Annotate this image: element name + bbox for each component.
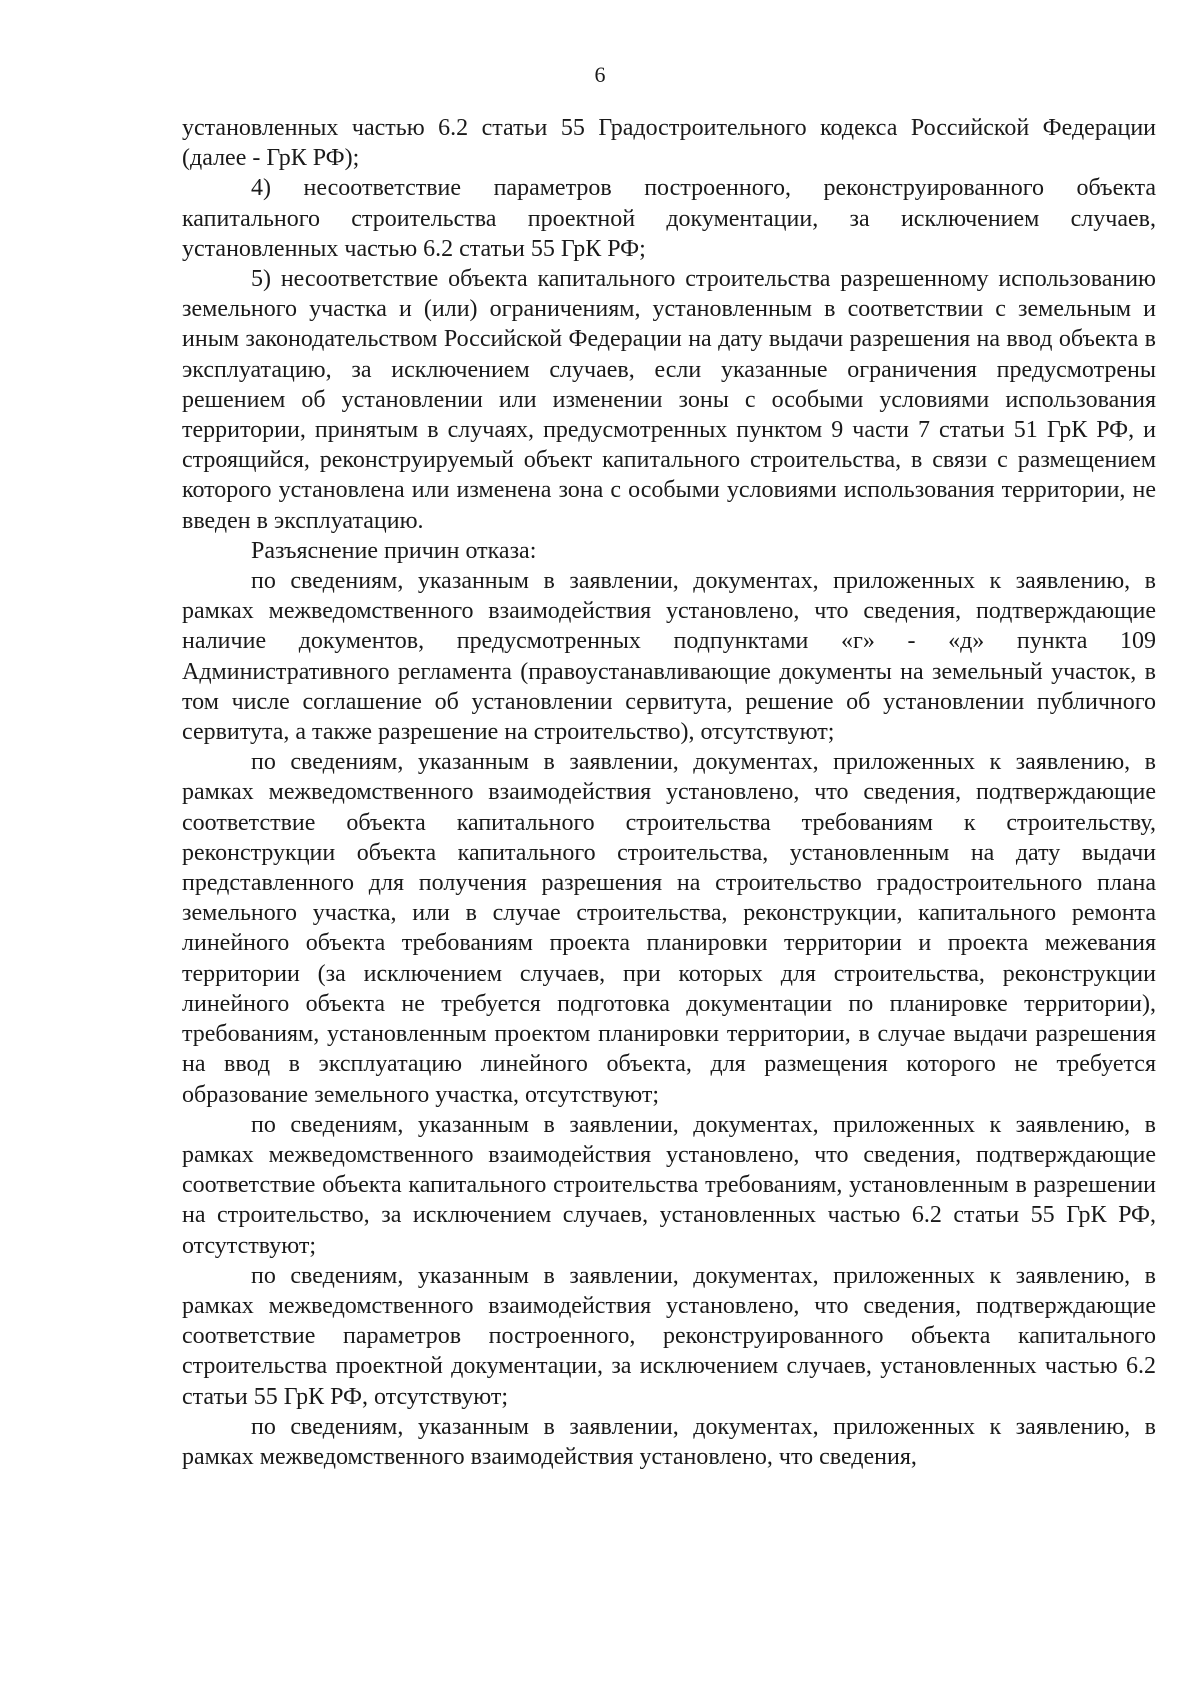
paragraph-heading-refusal-reasons: Разъяснение причин отказа: [251, 537, 537, 564]
paragraph-item-4: 4) несоответствие параметров построенного, реконструированного объекта капитального строительства проектной документации, за исключением случаев, установленных частью 6.2 статьи 55 ГрК РФ; [182, 175, 1156, 262]
paragraph-reason-4: по сведениям, указанным в заявлении, документах, приложенных к заявлению, в рамках межведомственного взаимодействия установлено, что сведения, подтверждающие соответствие параметров построенного, реконструированного объекта капитального строительства проектной документации, за исключением случаев, установленных частью 6.2 статьи 55 ГрК РФ, отсутствуют; [182, 1262, 1156, 1410]
document-body [182, 113, 1156, 1472]
paragraph-reason-5: по сведениям, указанным в заявлении, документах, приложенных к заявлению, в рамках межведомственного взаимодействия установлено, что сведения, [182, 1413, 1156, 1470]
paragraph-reason-1: по сведениям, указанным в заявлении, документах, приложенных к заявлению, в рамках межведомственного взаимодействия установлено, что сведения, подтверждающие наличие документов, предусмотренных подпунктами «г» - «д» пункта 109 Административного регламента (правоустанавливающие документы на земельный участок, в том числе соглашение об установлении сервитута, решение об установлении публичного сервитута, а также разрешение на строительство), отсутствуют; [182, 568, 1156, 746]
paragraph-reason-3: по сведениям, указанным в заявлении, документах, приложенных к заявлению, в рамках межведомственного взаимодействия установлено, что сведения, подтверждающие соответствие объекта капитального строительства требованиям, установленным в разрешении на строительство, за исключением случаев, установленных частью 6.2 статьи 55 ГрК РФ, отсутствуют; [182, 1111, 1156, 1259]
paragraph-reason-2: по сведениям, указанным в заявлении, документах, приложенных к заявлению, в рамках межведомственного взаимодействия установлено, что сведения, подтверждающие соответствие объекта капитального строительства требованиям к строительству, реконструкции объекта капитального строительства, установленным на дату выдачи представленного для получения разрешения на строительство градостроительного плана земельного участка, или в случае строительства, реконструкции, капитального ремонта линейного объекта требованиям проекта планировки территории и проекта межевания территории (за исключением случаев, при которых для строительства, реконструкции линейного объекта не требуется подготовка документации по планировке территории), требованиям, установленным проектом планировки территории, в случае выдачи разрешения на ввод в эксплуатацию линейного объекта, для размещения которого не требуется образование земельного участка, отсутствуют; [182, 749, 1156, 1108]
paragraph-continuation: установленных частью 6.2 статьи 55 Градостроительного кодекса Российской Федерации (далее - ГрК РФ); [182, 115, 1156, 172]
paragraph-item-5: 5) несоответствие объекта капитального строительства разрешенному использованию земельного участка и (или) ограничениям, установленным в соответствии с земельным и иным законодательством Российской Федерации на дату выдачи разрешения на ввод объекта в эксплуатацию, за исключением случаев, если указанные ограничения предусмотрены решением об установлении или изменении зоны с особыми условиями использования территории, принятым в случаях, предусмотренных пунктом 9 части 7 статьи 51 ГрК РФ, и строящийся, реконструируемый объект капитального строительства, в связи с размещением которого установлена или изменена зона с особыми условиями использования территории, не введен в эксплуатацию. [182, 266, 1156, 534]
page-number: 6 [594, 62, 606, 87]
